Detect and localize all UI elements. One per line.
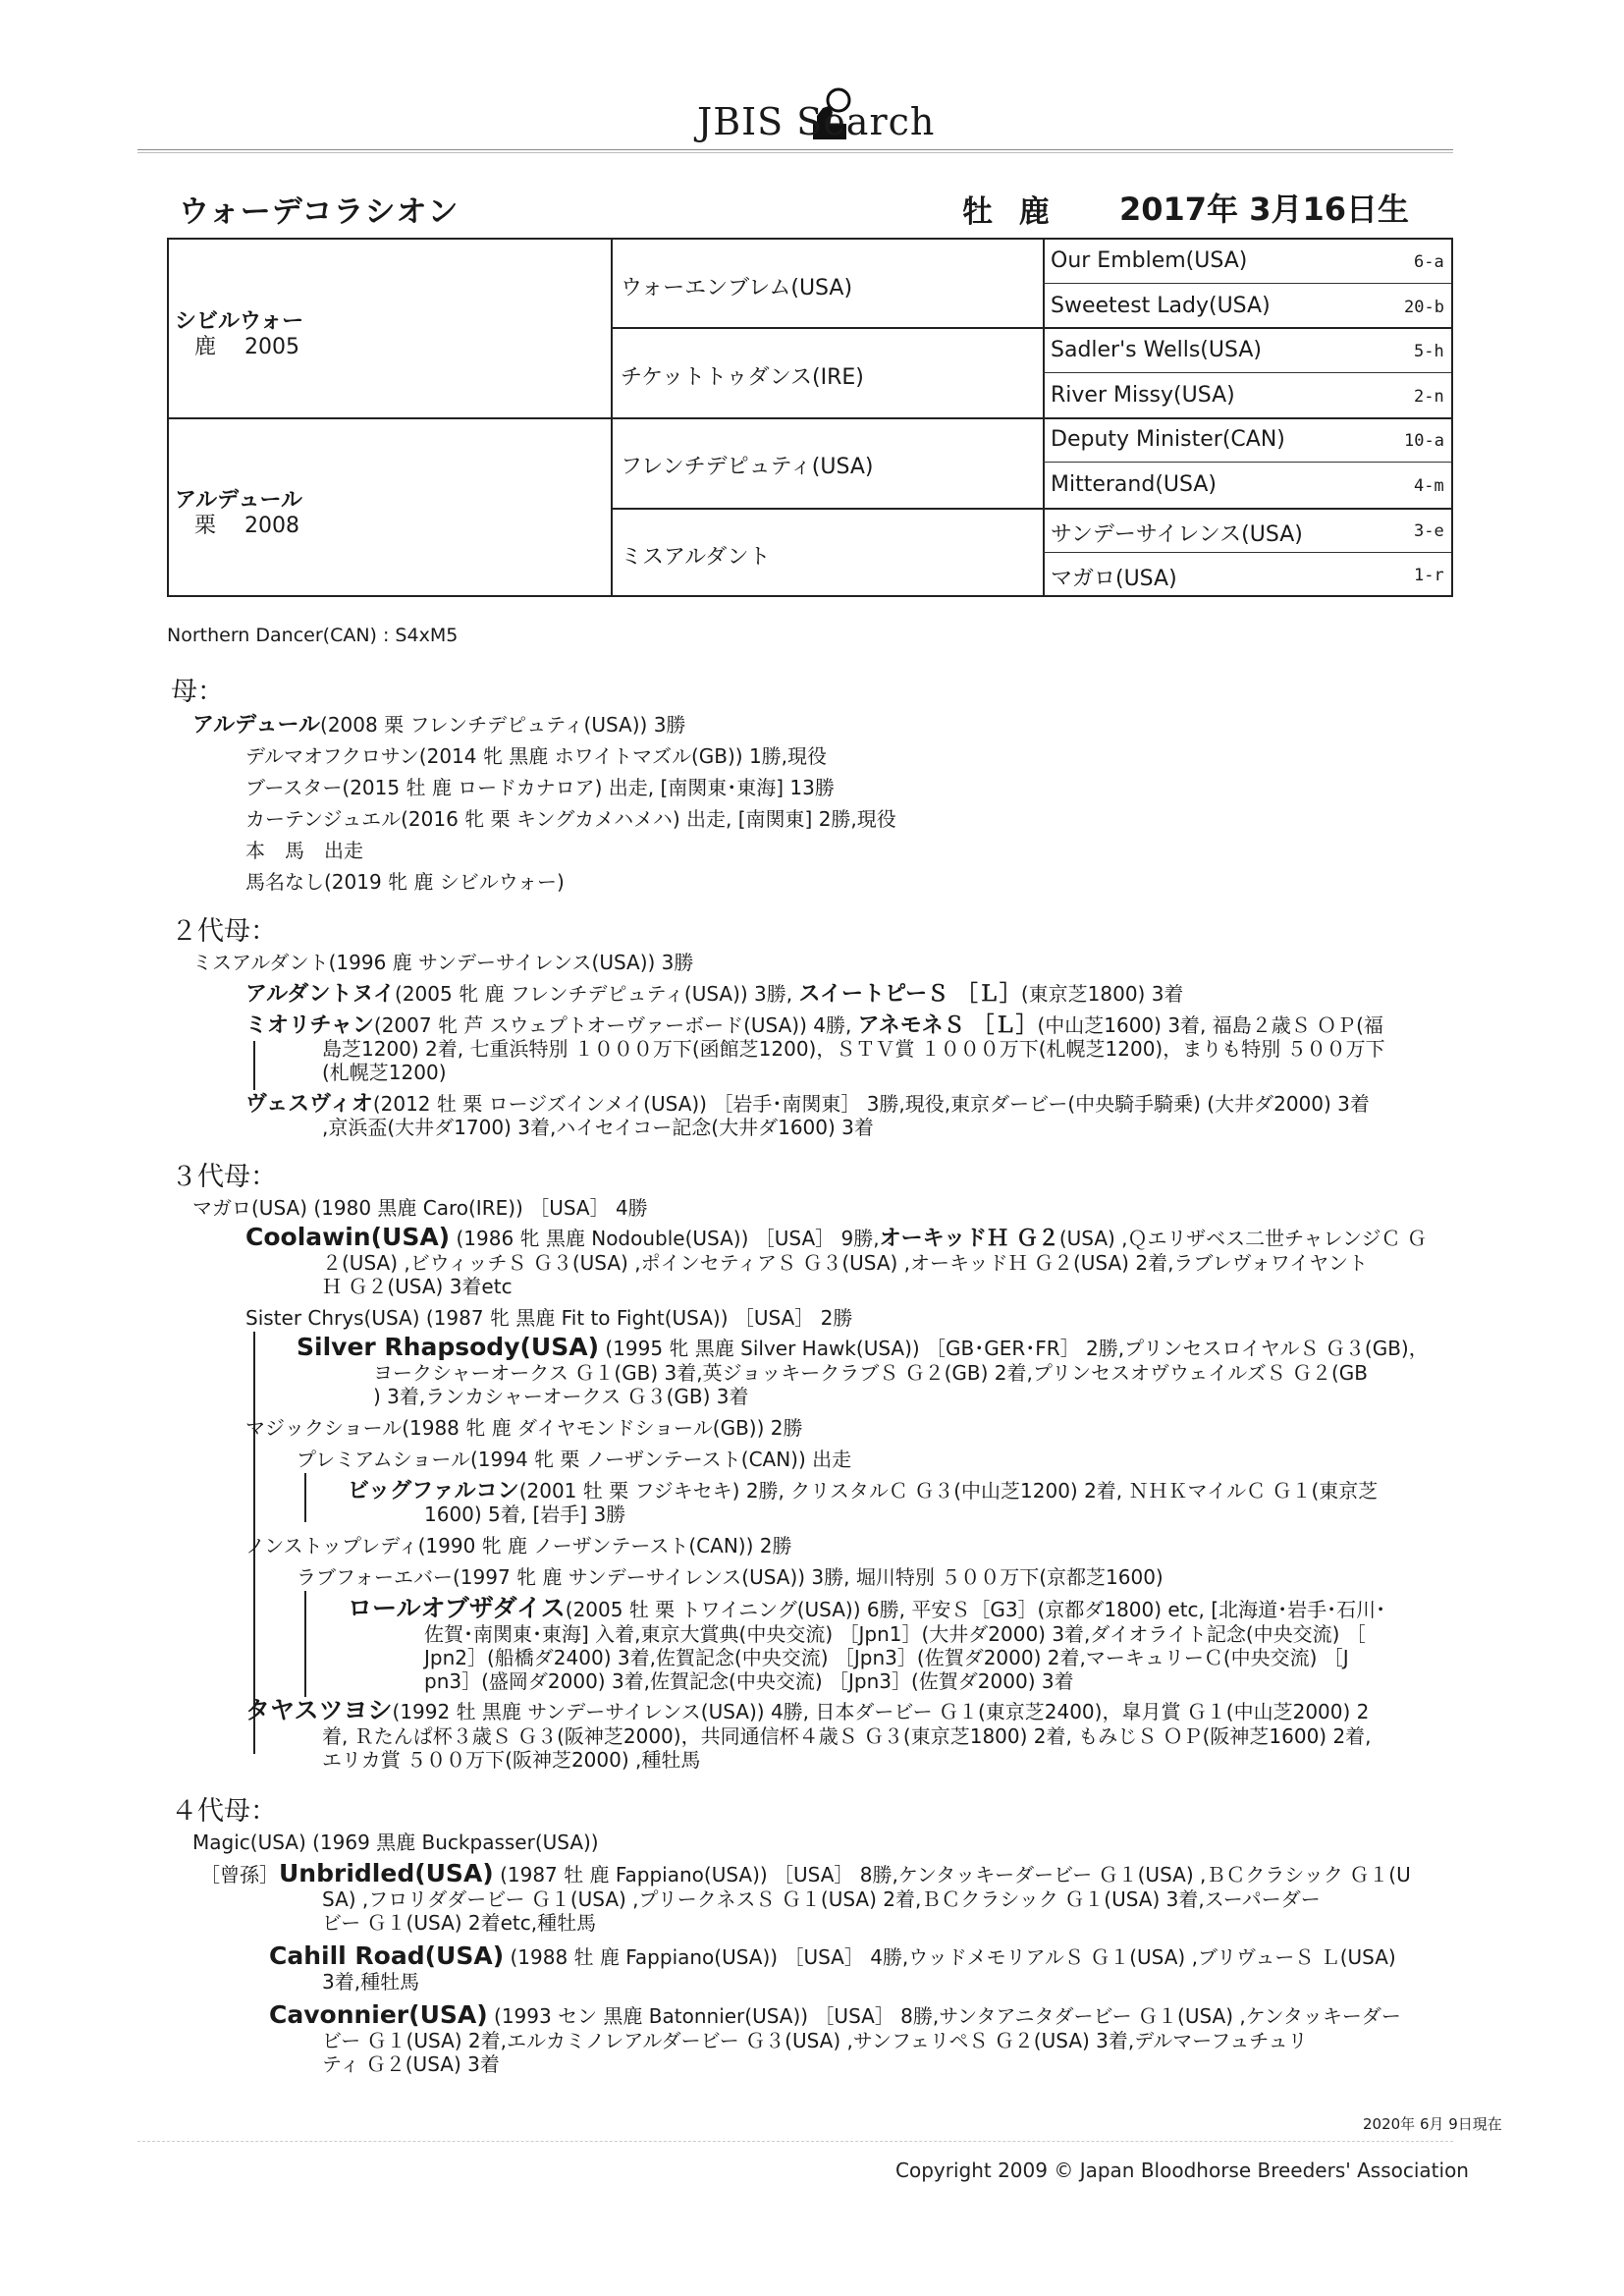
dam-sire: フレンチデピュティ(USA)	[621, 455, 874, 479]
dam-line-1: アルデュール(2008 栗 フレンチデピュティ(USA)) 3勝	[192, 713, 686, 738]
horse-birth-date: 2017年 3月16日生	[1119, 191, 1410, 228]
dam-line-4: カーテンジュエル(2016 牝 栗 キングカメハメハ) 出走, [南関東] 2勝,現役	[245, 807, 896, 831]
dam3-roll-of-the-dice: ロールオブザダイス(2005 牡 栗 トワイニング(USA)) 6勝, 平安Ｓ［G3］(京都ダ1800) etc, [北海道･岩手･石川･	[348, 1594, 1386, 1622]
dam-name: アルデュール	[175, 488, 303, 513]
g3-name-3: Sadler's Wells(USA)	[1051, 338, 1262, 362]
dam3-tayasu-tsuyoshi-2: 着, Ｒたんぱ杯３歳Ｓ Ｇ３(阪神芝2000)，共同通信杯４歳Ｓ Ｇ３(東京芝1800) 2着, もみじＳ ＯＰ(阪神芝1600) 2着,	[322, 1724, 1372, 1748]
dam3-roll-of-the-dice-3: Jpn2］(船橋ダ2400) 3着,佐賀記念(中央交流) ［Jpn3］(佐賀ダ2000) 2着,マーキュリーＣ(中央交流) ［J	[424, 1646, 1349, 1669]
dam-line-6: 馬名なし(2019 牝 鹿 シビルウォー)	[245, 870, 565, 894]
dam-line-2: デルマオフクロサン(2014 牝 黒鹿 ホワイトマズル(GB)) 1勝,現役	[245, 744, 828, 768]
g3-name-6: Mitterand(USA)	[1051, 472, 1218, 497]
dam4-unbridled-3: ビー Ｇ１(USA) 2着etc,種牡馬	[322, 1911, 597, 1935]
g3-family-3: 5-h	[1414, 342, 1444, 361]
pedigree-table	[167, 238, 1453, 597]
g3-family-7: 3-e	[1414, 521, 1444, 541]
section-dam2: ２代母：	[171, 916, 277, 947]
dam2-mioric-2: 島芝1200) 2着, 七重浜特別 １０００万下(函館芝1200)，ＳＴＶ賞 １０００万下(札幌芝1200)，まりも特別 ５００万下	[322, 1037, 1385, 1061]
dam3-big-falcon: ビッグファルコン(2001 牡 栗 フジキセキ) 2勝, クリスタルＣ Ｇ３(中山芝1200) 2着, ＮＨＫマイルＣ Ｇ１(東京芝	[348, 1479, 1379, 1503]
sire-info: 鹿 2005	[194, 335, 299, 359]
dam3-roll-of-the-dice-4: pn3］(盛岡ダ2000) 3着,佐賀記念(中央交流) ［Jpn3］(佐賀ダ2000) 3着	[424, 1669, 1074, 1693]
dam-line-3: ブースター(2015 牡 鹿 ロードカナロア) 出走, [南関東･東海] 13勝	[245, 776, 835, 799]
dam3-nonstop-lady: ノンストップレディ(1990 牝 鹿 ノーザンテースト(CAN)) 2勝	[245, 1534, 792, 1558]
g3-name-5: Deputy Minister(CAN)	[1051, 427, 1285, 452]
dam3-coolawin: Coolawin(USA) (1986 牝 黒鹿 Nodouble(USA)) ［USA］ 9勝,オーキッドＨ Ｇ２(USA) ,Ｑエリザベス二世チャレンジＣ Ｇ	[245, 1223, 1427, 1251]
sire-name: シビルウォー	[175, 309, 304, 334]
dam2-mioric-3: (札幌芝1200)	[322, 1061, 447, 1084]
horse-sex-color: 牡 鹿	[962, 194, 1057, 230]
dam4-unbridled: ［曾孫］Unbridled(USA) (1987 牡 鹿 Fappiano(USA)) ［USA］ 8勝,ケンタッキーダービー Ｇ１(USA) ,ＢＣクラシック Ｇ１(U	[200, 1859, 1411, 1887]
logo-text: JBIS Search	[697, 100, 936, 143]
g3-name-4: River Missy(USA)	[1051, 383, 1235, 408]
dam4-cavonnier: Cavonnier(USA) (1993 セン 黒鹿 Batonnier(USA)) ［USA］ 8勝,サンタアニタダービー Ｇ１(USA) ,ケンタッキーダー	[269, 2000, 1401, 2029]
g3-name-8: マガロ(USA)	[1051, 567, 1177, 591]
jbis-search-logo	[697, 86, 952, 145]
g3-name-7: サンデーサイレンス(USA)	[1051, 522, 1303, 547]
dam3-tayasu-tsuyoshi: タヤスツヨシ(1992 牡 黒鹿 サンデーサイレンス(USA)) 4勝, 日本ダービー Ｇ１(東京芝2400)，皐月賞 Ｇ１(中山芝2000) 2	[245, 1696, 1370, 1724]
tree-bar	[304, 1473, 306, 1522]
dam-dam: ミスアルダント	[621, 545, 771, 570]
dam3-silver-rhapsody-2: ヨークシャーオークス Ｇ１(GB) 3着,英ジョッキークラブＳ Ｇ２(GB) 2着,プリンセスオヴウェイルズＳ Ｇ２(GB	[373, 1361, 1369, 1385]
dam-line-5: 本 馬 出走	[245, 839, 363, 862]
section-dam4: ４代母：	[171, 1796, 277, 1827]
dam3-magic-shawl: マジックショール(1988 牝 鹿 ダイヤモンドショール(GB)) 2勝	[245, 1416, 803, 1440]
dam3-coolawin-2: ２(USA) ,ビウィッチＳ Ｇ３(USA) ,ポインセティアＳ Ｇ３(USA) ,オーキッドＨ Ｇ２(USA) 2着,ラブレヴォワイヤント	[322, 1251, 1369, 1275]
copyright: Copyright 2009 © Japan Bloodhorse Breeders' Association	[895, 2159, 1469, 2182]
dam3-love-forever: ラブフォーエバー(1997 牝 鹿 サンデーサイレンス(USA)) 3勝, 堀川特別 ５００万下(京都芝1600)	[297, 1565, 1164, 1589]
as-of-date: 2020年 6月 9日現在	[1363, 2115, 1502, 2133]
footer-rule	[137, 2141, 1453, 2142]
section-dam: 母：	[171, 677, 224, 707]
horse-name: ウォーデコラシオン	[179, 194, 460, 230]
dam2-vesuvio-2: ,京浜盃(大井ダ1700) 3着,ハイセイコー記念(大井ダ1600) 3着	[322, 1116, 874, 1139]
tree-bar	[304, 1591, 306, 1697]
dam3-coolawin-3: Ｈ Ｇ２(USA) 3着etc	[322, 1275, 513, 1298]
dam3-big-falcon-2: 1600) 5着, [岩手] 3勝	[424, 1503, 626, 1526]
dam2-mioric: ミオリチャン(2007 牝 芦 スウェプトオーヴァーボード(USA)) 4勝, アネモネＳ ［Ｌ］(中山芝1600) 3着, 福島２歳Ｓ ＯＰ(福	[245, 1013, 1383, 1038]
dam3-silver-rhapsody: Silver Rhapsody(USA) (1995 牝 黒鹿 Silver Hawk(USA)) ［GB･GER･FR］ 2勝,プリンセスロイヤルＳ Ｇ３(GB)，	[297, 1333, 1429, 1361]
sire-sire: ウォーエンブレム(USA)	[621, 276, 853, 301]
dam2-vesuvio: ヴェスヴィオ(2012 牡 栗 ロージズインメイ(USA)) ［岩手･南関東］ 3勝,現役,東京ダービー(中央騎手騎乗) (大井ダ2000) 3着	[245, 1092, 1370, 1117]
dam4-unbridled-2: SA) ,フロリダダービー Ｇ１(USA) ,プリークネスＳ Ｇ１(USA) 2着,ＢＣクラシック Ｇ１(USA) 3着,スーパーダー	[322, 1887, 1321, 1911]
section-dam3: ３代母：	[171, 1162, 277, 1192]
dam4-line-1: Magic(USA) (1969 黒鹿 Buckpasser(USA))	[192, 1831, 599, 1854]
dam4-cavonnier-3: ティ Ｇ２(USA) 3着	[322, 2052, 500, 2076]
dam3-roll-of-the-dice-2: 佐賀･南関東･東海] 入着,東京大賞典(中央交流) ［Jpn1］(大井ダ2000) 3着,ダイオライト記念(中央交流) ［	[424, 1622, 1366, 1646]
g3-family-1: 6-a	[1414, 252, 1444, 272]
g3-name-1: Our Emblem(USA)	[1051, 248, 1248, 273]
dam-info: 栗 2008	[194, 514, 299, 538]
g3-family-6: 4-m	[1414, 476, 1444, 496]
header-rule	[137, 149, 1453, 153]
sire-dam: チケットトゥダンス(IRE)	[621, 365, 864, 390]
dam2-ardantnui: アルダントヌイ(2005 牝 鹿 フレンチデピュティ(USA)) 3勝, スイートピーＳ ［Ｌ］(東京芝1800) 3着	[245, 982, 1184, 1007]
dam4-cahill-road: Cahill Road(USA) (1988 牡 鹿 Fappiano(USA)) ［USA］ 4勝,ウッドメモリアルＳ Ｇ１(USA) ,ブリヴューＳ Ｌ(USA)	[269, 1941, 1396, 1970]
inbreeding-note: Northern Dancer(CAN) : S4xM5	[167, 625, 459, 646]
dam4-cahill-road-2: 3着,種牡馬	[322, 1970, 420, 1994]
dam3-silver-rhapsody-3: ) 3着,ランカシャーオークス Ｇ３(GB) 3着	[373, 1385, 749, 1408]
tree-bar	[253, 1041, 255, 1090]
dam4-cavonnier-2: ビー Ｇ１(USA) 2着,エルカミノレアルダービー Ｇ３(USA) ,サンフェリペＳ Ｇ２(USA) 3着,デルマーフュチュリ	[322, 2029, 1308, 2052]
dam3-premium-shawl: プレミアムショール(1994 牝 栗 ノーザンテースト(CAN)) 出走	[297, 1448, 852, 1471]
dam3-line-1: マガロ(USA) (1980 黒鹿 Caro(IRE)) ［USA］ 4勝	[192, 1196, 648, 1220]
g3-family-4: 2-n	[1414, 387, 1444, 407]
dam3-sister-chrys: Sister Chrys(USA) (1987 牝 黒鹿 Fit to Fight(USA)) ［USA］ 2勝	[245, 1306, 853, 1330]
g3-family-2: 20-b	[1404, 298, 1444, 317]
dam3-tayasu-tsuyoshi-3: エリカ賞 ５００万下(阪神芝2000) ,種牡馬	[322, 1748, 701, 1772]
g3-family-8: 1-r	[1414, 566, 1444, 585]
g3-name-2: Sweetest Lady(USA)	[1051, 294, 1271, 318]
dam2-line-1: ミスアルダント(1996 鹿 サンデーサイレンス(USA)) 3勝	[192, 951, 694, 974]
g3-family-5: 10-a	[1404, 431, 1444, 451]
